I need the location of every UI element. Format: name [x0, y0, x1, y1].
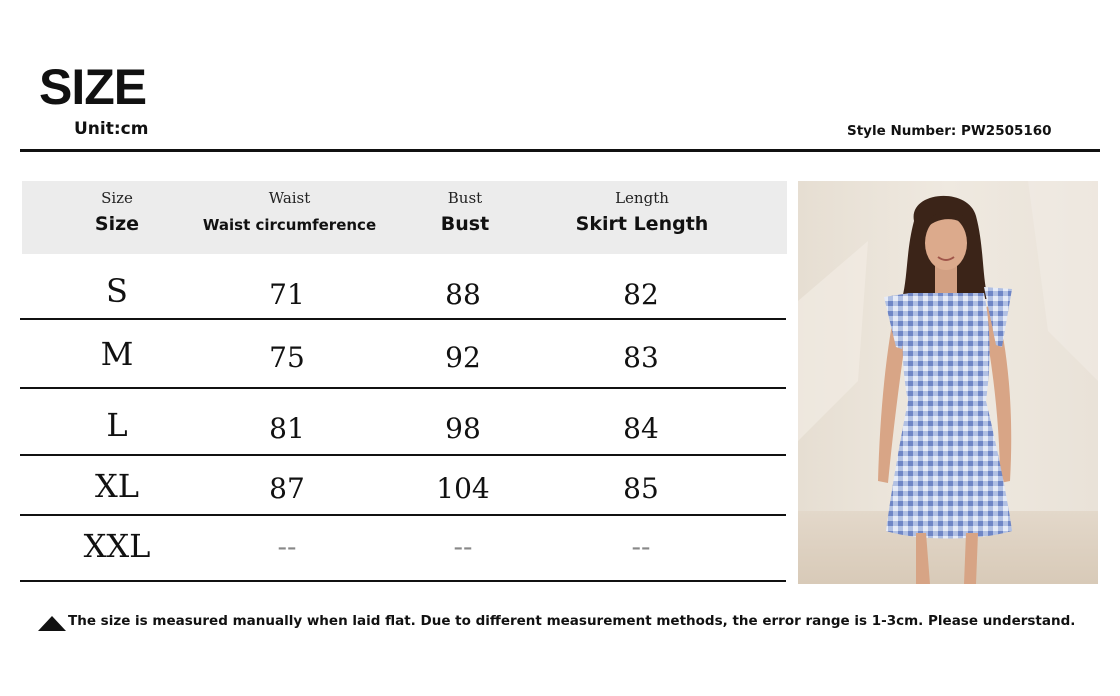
size-cell: L	[106, 406, 128, 444]
warning-triangle-icon	[38, 616, 66, 631]
column-header-top: Size	[101, 189, 133, 207]
column-header-length	[552, 181, 732, 254]
column-header-waist	[192, 181, 387, 254]
waist-cell: --	[277, 530, 297, 563]
waist-cell: 81	[269, 412, 305, 445]
column-header-main: Size	[94, 213, 140, 235]
column-header-top: Length	[615, 189, 669, 207]
row-divider	[20, 318, 786, 320]
size-cell: XXL	[83, 527, 151, 565]
waist-cell: 75	[269, 341, 305, 374]
column-header-top: Waist	[268, 189, 311, 207]
measurement-note	[38, 610, 1075, 631]
waist-cell: 71	[269, 278, 305, 311]
unit-label: Unit:cm	[74, 119, 149, 139]
page-title: SIZE	[39, 59, 147, 115]
model-photo-illustration	[798, 181, 1098, 584]
bust-cell: 88	[445, 278, 481, 311]
column-header-top: Bust	[447, 189, 483, 207]
column-header-size	[22, 181, 212, 254]
model-photo	[798, 181, 1098, 584]
column-header-main: Bust	[440, 213, 490, 235]
row-divider	[20, 387, 786, 389]
bust-cell: 104	[436, 472, 490, 505]
column-header-main: Waist circumference	[202, 216, 377, 234]
header-divider	[20, 149, 1100, 152]
size-cell: M	[100, 335, 134, 373]
column-header-bust	[375, 181, 555, 254]
row-divider	[20, 454, 786, 456]
bust-cell: 98	[445, 412, 481, 445]
bust-cell: --	[453, 530, 473, 563]
length-cell: 82	[623, 278, 659, 311]
row-divider	[20, 514, 786, 516]
length-cell: 84	[623, 412, 659, 445]
waist-cell: 87	[269, 472, 305, 505]
style-number: Style Number: PW2505160	[847, 123, 1052, 139]
length-cell: --	[631, 530, 651, 563]
length-cell: 85	[623, 472, 659, 505]
size-cell: XL	[94, 467, 140, 505]
note-text: The size is measured manually when laid flat. Due to different measurement methods, the error range is 1-3cm. Please understand.	[68, 612, 1076, 629]
table-bottom-rule	[20, 580, 786, 582]
bust-cell: 92	[445, 341, 481, 374]
size-cell: S	[106, 272, 128, 310]
length-cell: 83	[623, 341, 659, 374]
column-header-main: Skirt Length	[575, 213, 709, 235]
